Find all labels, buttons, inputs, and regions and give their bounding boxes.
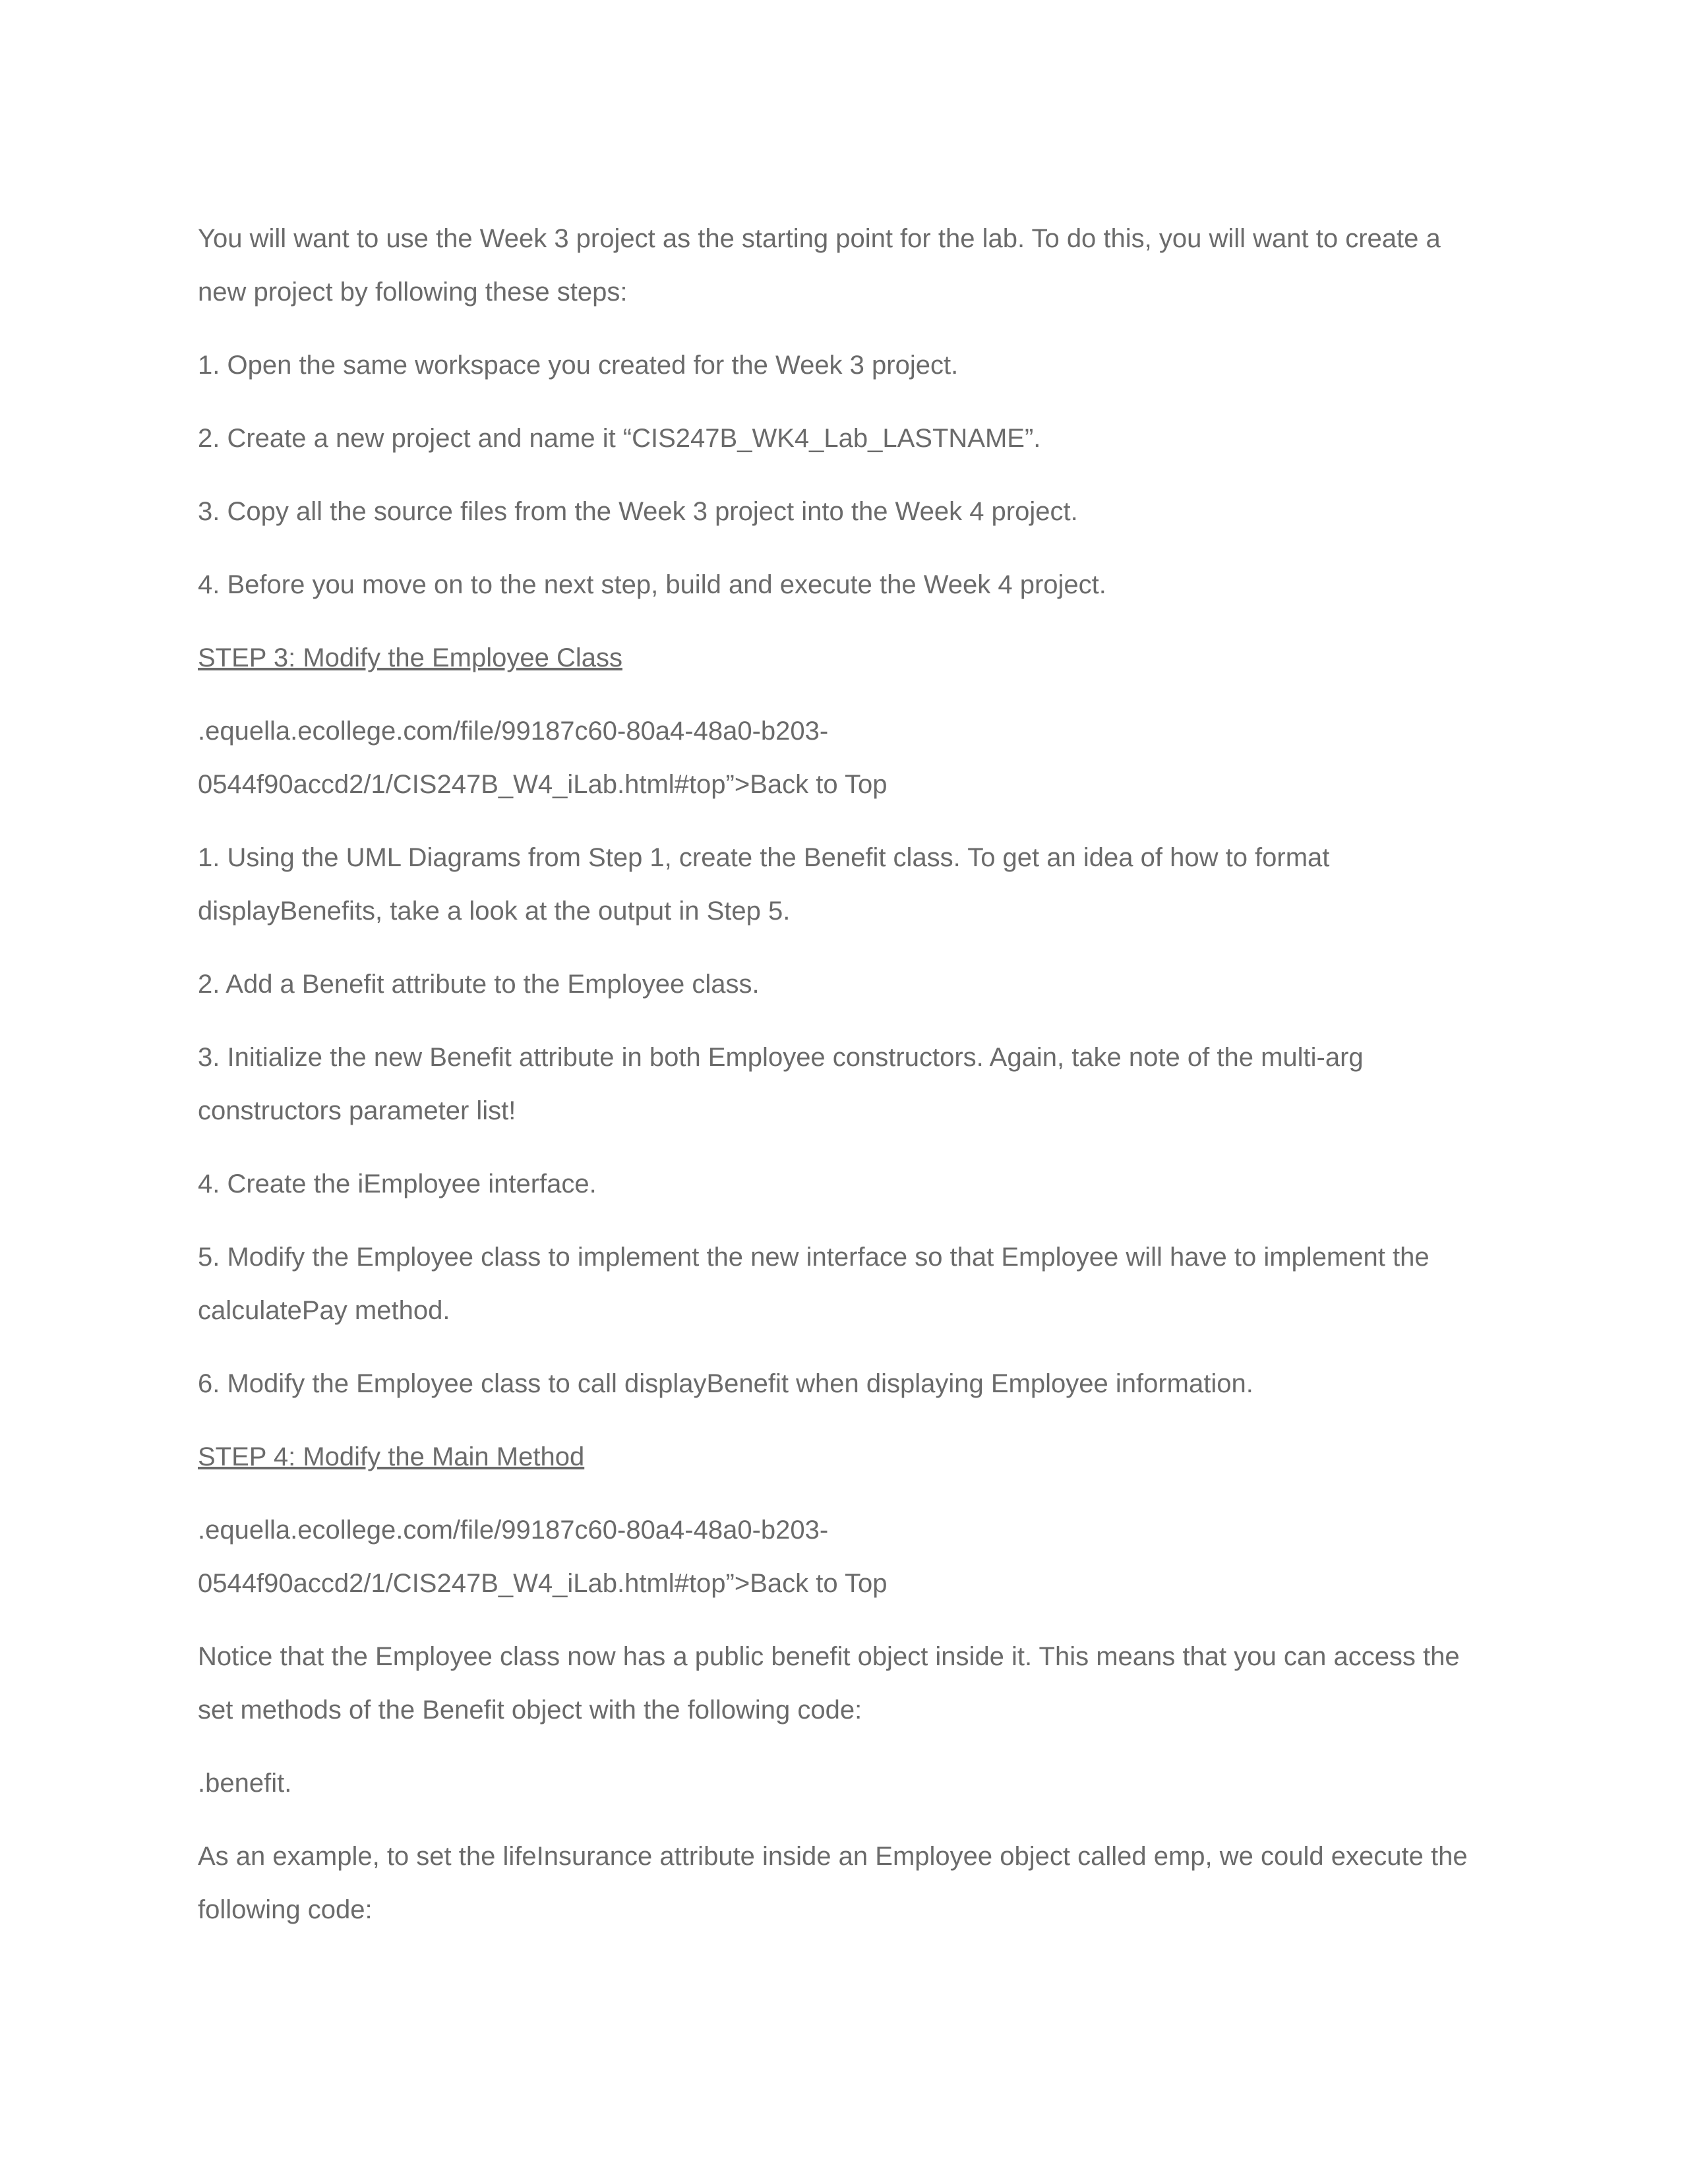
step4-code-snippet: .benefit. [198,1769,292,1798]
step3-item-3: 3. Initialize the new Benefit attribute in both Employee constructors. Again, take note of the multi-arg constructors parameter list! [198,1043,1364,1125]
step3-item-5: 5. Modify the Employee class to implement the new interface so that Employee will have to implement the calculatePay method. [198,1243,1430,1325]
step4-back-to-top-link [198,1504,1490,1610]
setup-step-1: 1. Open the same workspace you created for the Week 3 project. [198,351,959,380]
step3-link-line1: .equella.ecollege.com/file/99187c60-80a4-48a0-b203- [198,717,829,746]
step3-item-1: 1. Using the UML Diagrams from Step 1, create the Benefit class. To get an idea of how to format displayBenefits, take a look at the output in Step 5. [198,843,1330,926]
intro-paragraph: You will want to use the Week 3 project as the starting point for the lab. To do this, you will want to create a new project by following these steps: [198,224,1441,307]
setup-step-3: 3. Copy all the source files from the Week 3 project into the Week 4 project. [198,497,1078,526]
setup-step-2: 2. Create a new project and name it “CIS247B_WK4_Lab_LASTNAME”. [198,424,1041,453]
setup-step-4: 4. Before you move on to the next step, build and execute the Week 4 project. [198,570,1106,599]
step4-heading: STEP 4: Modify the Main Method [198,1442,585,1471]
step3-back-to-top-link [198,705,1490,812]
step3-item-4: 4. Create the iEmployee interface. [198,1169,597,1198]
document-body [198,212,1490,1957]
step3-item-6: 6. Modify the Employee class to call displayBenefit when displaying Employee information. [198,1369,1253,1398]
step3-link-line2: 0544f90accd2/1/CIS247B_W4_iLab.html#top”>Back to Top [198,770,888,799]
step3-heading: STEP 3: Modify the Employee Class [198,643,622,672]
step4-link-line1: .equella.ecollege.com/file/99187c60-80a4-48a0-b203- [198,1516,829,1545]
step4-example-paragraph: As an example, to set the lifeInsurance attribute inside an Employee object called emp, we could execute the following code: [198,1842,1468,1924]
step4-link-line2: 0544f90accd2/1/CIS247B_W4_iLab.html#top”>Back to Top [198,1569,888,1598]
step4-notice-paragraph: Notice that the Employee class now has a public benefit object inside it. This means that you can access the set methods of the Benefit object with the following code: [198,1642,1460,1725]
step3-item-2: 2. Add a Benefit attribute to the Employee class. [198,970,760,999]
